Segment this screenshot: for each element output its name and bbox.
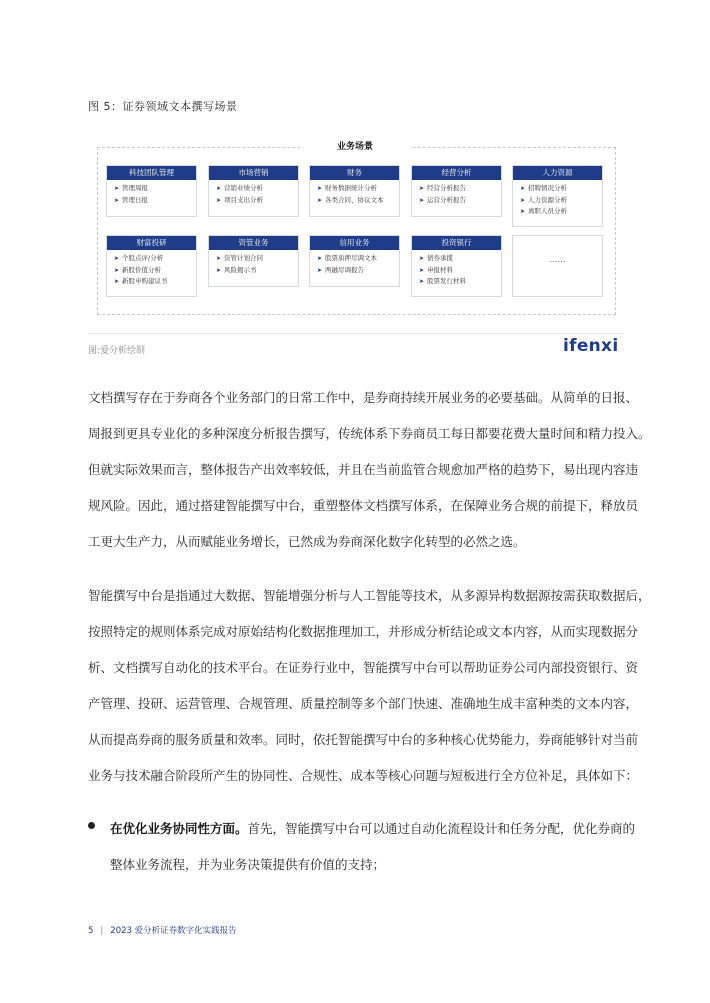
scene-card <box>106 235 197 297</box>
paragraph-line: 但就实际效果而言，整体报告产出效率较低，并且在当前监管合规愈加严格的趋势下，易出现内容违 <box>88 462 639 477</box>
paragraph-line: 周报到更具专业化的多种深度分析报告撰写，传统体系下券商员工每日都要花费大量时间和精力投入。 <box>88 426 651 441</box>
scene-card-body <box>209 180 298 206</box>
scene-card-item <box>216 265 292 277</box>
paragraph-line: 业务与技术融合阶段所产生的协同性、合规性、成本等核心问题与短板进行全方位补足，具体如下： <box>88 768 639 783</box>
scene-card-item-text: 管理周报 <box>122 184 149 192</box>
scene-card-title: 人力资源 <box>513 166 602 180</box>
page-number: 5 <box>88 926 94 936</box>
scene-card <box>309 235 400 287</box>
arrow-icon: ➤ <box>216 266 222 274</box>
scene-card-title: 科技团队管理 <box>107 166 196 180</box>
scene-card-body <box>209 250 298 276</box>
scene-card-item <box>216 183 292 195</box>
scene-card-item <box>114 265 190 277</box>
more-card <box>512 235 603 297</box>
scene-card <box>411 165 502 217</box>
scene-card-body <box>107 180 196 206</box>
diagram-header: 业务场景 <box>300 139 410 152</box>
arrow-icon: ➤ <box>317 196 323 204</box>
paragraph-line: 从而提高券商的服务质量和效率。同时，依托智能撰写中台的多种核心优势能力，券商能够针对当前 <box>88 732 639 747</box>
scene-card-title: 信用业务 <box>310 236 399 250</box>
arrow-icon: ➤ <box>216 185 222 192</box>
bullet-item <box>110 811 636 883</box>
scene-card-item-text: 新股价值分析 <box>122 265 162 274</box>
scene-card-item <box>114 195 190 207</box>
paragraph-line: 工更大生产力，从而赋能业务增长，已然成为券商深化数字化转型的必然之选。 <box>88 534 526 549</box>
paragraph-1 <box>88 380 651 560</box>
scene-card-item-text: 申报材料 <box>427 265 454 274</box>
scene-card-item-text: 项目支出分析 <box>224 195 264 204</box>
paragraph-line: 产管理、投研、运营管理、合规管理、质量控制等多个部门快速、准确地生成丰富种类的文本内容， <box>88 696 639 711</box>
paragraph-line: 智能撰写中台是指通过大数据、智能增强分析与人工智能等技术，从多源异构数据源按需获取数据后， <box>88 588 651 603</box>
scene-card-item-text: 股票发行材料 <box>427 277 467 285</box>
scene-card-item <box>419 276 495 288</box>
scene-card-item-text: 经营分析报告 <box>427 184 467 192</box>
arrow-icon: ➤ <box>419 266 425 274</box>
scene-card-item-text: 营销业绩分析 <box>224 184 264 192</box>
arrow-icon: ➤ <box>419 185 425 192</box>
scene-card-item-text: 招聘情况分析 <box>528 184 568 192</box>
scene-card-item <box>520 195 596 207</box>
scene-card-item <box>419 195 495 207</box>
scene-card-item-text: 财务数据统计分析 <box>325 184 378 192</box>
scene-card <box>208 165 299 217</box>
figure-divider <box>88 333 624 334</box>
scene-card <box>208 235 299 287</box>
scene-card <box>411 235 502 297</box>
paragraph-2 <box>88 578 651 794</box>
scene-card-item <box>216 253 292 265</box>
scene-card-item <box>317 183 393 195</box>
arrow-icon: ➤ <box>419 255 425 262</box>
arrow-icon: ➤ <box>216 255 222 262</box>
paragraph-line: 析、文档撰写自动化的技术平台。在证券行业中，智能撰写中台可以帮助证券公司内部投资银行、资 <box>88 660 639 675</box>
scene-card-item <box>520 183 596 195</box>
arrow-icon: ➤ <box>114 185 120 192</box>
scene-card-item-text: 个股点评/分析 <box>122 254 164 262</box>
scene-card-body <box>513 180 602 218</box>
scene-card-item-text: 各类合同、协议文本 <box>325 195 384 204</box>
scene-card-title: 经营分析 <box>412 166 501 180</box>
figure-source: 图:爱分析绘制 <box>88 346 146 356</box>
scene-card-body <box>107 250 196 288</box>
scene-card-title: 财务 <box>310 166 399 180</box>
bullet-text: 首先，智能撰写中台可以通过自动化流程设计和任务分配，优化券商的 <box>247 821 636 836</box>
scene-card-item <box>114 183 190 195</box>
arrow-icon: ➤ <box>520 208 526 215</box>
paragraph-line: 按照特定的规则体系完成对原始结构化数据推理加工，并形成分析结论或文本内容，从而实现数据分 <box>88 624 639 639</box>
scene-card-title: 财富投研 <box>107 236 196 250</box>
more-ellipsis: …… <box>549 255 566 264</box>
scene-card-item <box>419 265 495 277</box>
footer-separator: | <box>100 926 104 936</box>
arrow-icon: ➤ <box>114 266 120 274</box>
arrow-icon: ➤ <box>419 196 425 204</box>
scene-card-item <box>317 253 393 265</box>
bullet-line <box>110 811 636 847</box>
scene-card-title: 资管业务 <box>209 236 298 250</box>
scene-card-body <box>412 250 501 288</box>
scene-card-item-text: 离职人员分析 <box>528 207 568 215</box>
scene-card-body <box>412 180 501 206</box>
scene-card-item <box>114 276 190 288</box>
arrow-icon: ➤ <box>114 278 120 285</box>
scene-card-item-text: 人力资源分析 <box>528 195 568 204</box>
scene-card-item-text: 管理日报 <box>122 195 149 204</box>
scene-card-item <box>520 206 596 218</box>
scene-card-body <box>310 250 399 276</box>
scene-card-item-text: 股票质押尽调文本 <box>325 254 378 262</box>
arrow-icon: ➤ <box>317 255 323 262</box>
bullet-line-2: 整体业务流程，并为业务决策提供有价值的支持； <box>110 857 386 872</box>
scene-card-item <box>216 195 292 207</box>
scene-card-item <box>317 195 393 207</box>
scene-card-item-text: 资管计划合同 <box>224 254 264 262</box>
arrow-icon: ➤ <box>317 185 323 192</box>
arrow-icon: ➤ <box>317 266 323 274</box>
arrow-icon: ➤ <box>216 196 222 204</box>
scene-card-item-text: 债券承揽 <box>427 254 454 262</box>
arrow-icon: ➤ <box>114 196 120 204</box>
scene-card-item-text: 新股申购建议书 <box>122 277 168 285</box>
page-footer <box>88 924 237 936</box>
ifenxi-logo: ifenxi <box>563 336 619 356</box>
scene-card <box>106 165 197 217</box>
scene-card-item <box>419 183 495 195</box>
arrow-icon: ➤ <box>419 278 425 285</box>
scene-card <box>512 165 603 227</box>
paragraph-line: 规风险。因此，通过搭建智能撰写中台，重塑整体文档撰写体系，在保障业务合规的前提下，释放员 <box>88 498 639 513</box>
arrow-icon: ➤ <box>520 196 526 204</box>
report-name: 2023 爱分析证券数字化实践报告 <box>110 926 237 936</box>
scene-card-item <box>114 253 190 265</box>
paragraph-line: 文档撰写存在于券商各个业务部门的日常工作中，是券商持续开展业务的必要基础。从简单的日报、 <box>88 390 639 405</box>
arrow-icon: ➤ <box>114 255 120 262</box>
bullet-heading: 在优化业务协同性方面。 <box>110 821 248 836</box>
scene-card-title: 市场营销 <box>209 166 298 180</box>
scene-card-body <box>310 180 399 206</box>
figure-title: 图 5：证券领域文本撰写场景 <box>88 100 238 113</box>
scene-card-item <box>419 253 495 265</box>
scene-card-title: 投资银行 <box>412 236 501 250</box>
bullet-point-icon <box>88 822 95 829</box>
scene-card-item-text: 两融尽调报告 <box>325 265 365 274</box>
arrow-icon: ➤ <box>520 185 526 192</box>
scene-card-item <box>317 265 393 277</box>
scene-card-item-text: 运营分析报告 <box>427 195 467 204</box>
scene-card-item-text: 风险揭示书 <box>224 265 257 274</box>
scene-card <box>309 165 400 217</box>
